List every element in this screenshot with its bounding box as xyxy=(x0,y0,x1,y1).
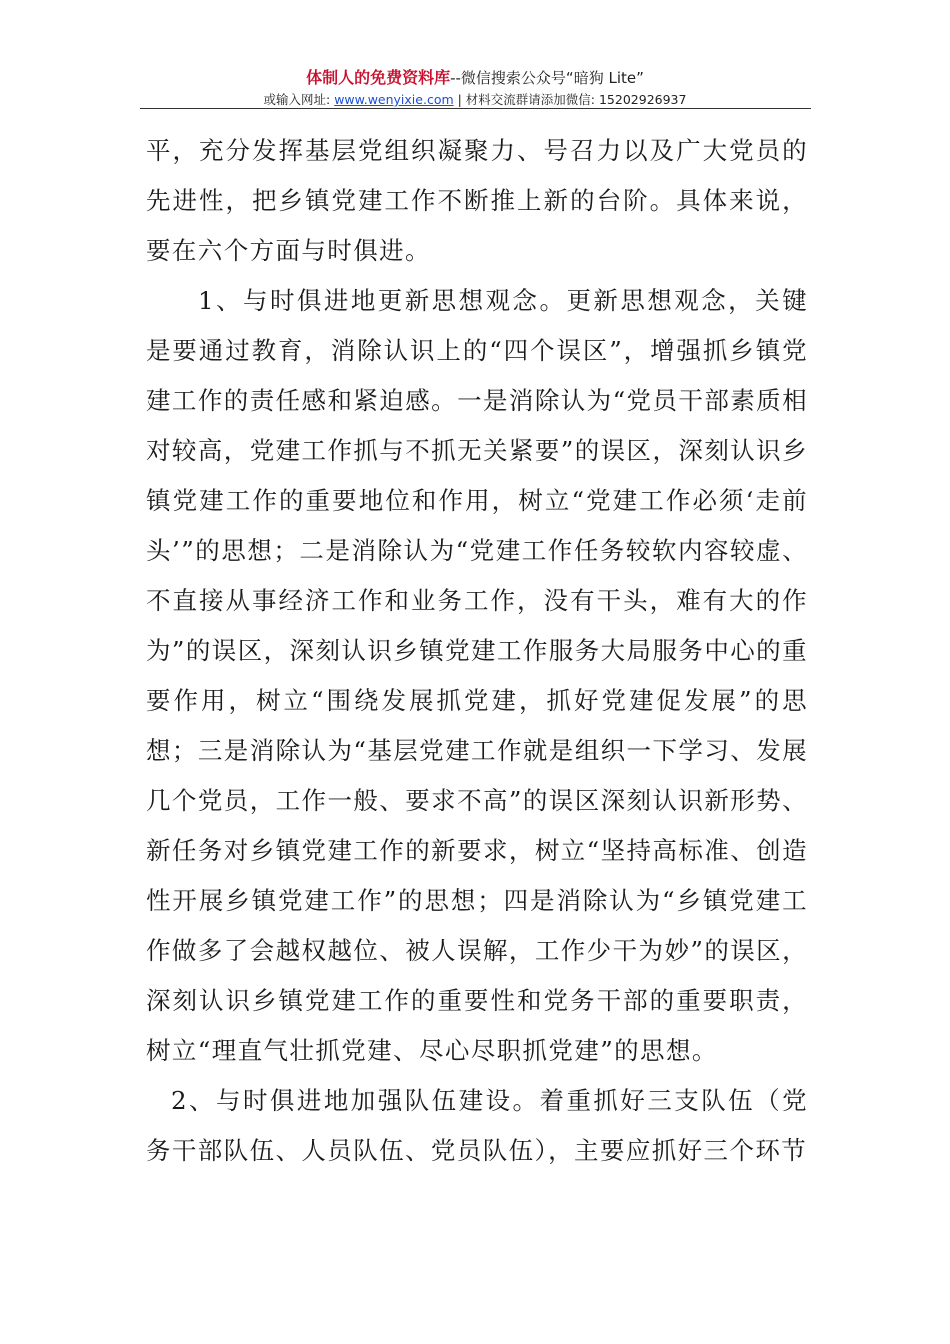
site-prefix: 或输入网址: xyxy=(263,92,335,107)
header-contact-line xyxy=(0,91,950,109)
paragraph-point-1: 1、与时俱进地更新思想观念。更新思想观念，关键是要通过教育，消除认识上的“四个误区”，增强抓乡镇党建工作的责任感和紧迫感。一是消除认为“党员干部素质相对较高，党建工作抓与不抓无关紧要”的误区，深刻认识乡镇党建工作的重要地位和作用，树立“党建工作必须‘走前头’”的思想；二是消除认为“党建工作任务较软内容较虚、不直接从事经济工作和业务工作，没有干头，难有大的作为”的误区，深刻认识乡镇党建工作服务大局服务中心的重要作用，树立“围绕发展抓党建，抓好党建促发展”的思想；三是消除认为“基层党建工作就是组织一下学习、发展几个党员，工作一般、要求不高”的误区深刻认识新形势、新任务对乡镇党建工作的新要求，树立“坚持高标准、创造性开展乡镇党建工作”的思想；四是消除认为“乡镇党建工作做多了会越权越位、被人误解，工作少干为妙”的误区，深刻认识乡镇党建工作的重要性和党务干部的重要职责，树立“理直气壮抓党建、尽心尽职抓党建”的思想。 xyxy=(146,286,808,1065)
site-link[interactable]: www.wenyixie.com xyxy=(334,92,454,107)
paragraph-point-2: 2、与时俱进地加强队伍建设。着重抓好三支队伍（党务干部队伍、人员队伍、党员队伍），主要应抓好三个环节 xyxy=(146,1086,808,1165)
brand-title: 体制人的免费资料库 xyxy=(306,68,451,87)
document-body xyxy=(146,126,808,1176)
header-divider xyxy=(140,108,811,109)
contact-info: | 材料交流群请添加微信: 15202926937 xyxy=(453,92,687,107)
page-header xyxy=(0,68,950,109)
header-tagline: --微信搜索公众号“暗狗 Lite” xyxy=(450,69,644,87)
paragraph-continuation: 平，充分发挥基层党组织凝聚力、号召力以及广大党员的先进性，把乡镇党建工作不断推上新的台阶。具体来说，要在六个方面与时俱进。 xyxy=(146,136,808,265)
header-title-line xyxy=(0,68,950,88)
